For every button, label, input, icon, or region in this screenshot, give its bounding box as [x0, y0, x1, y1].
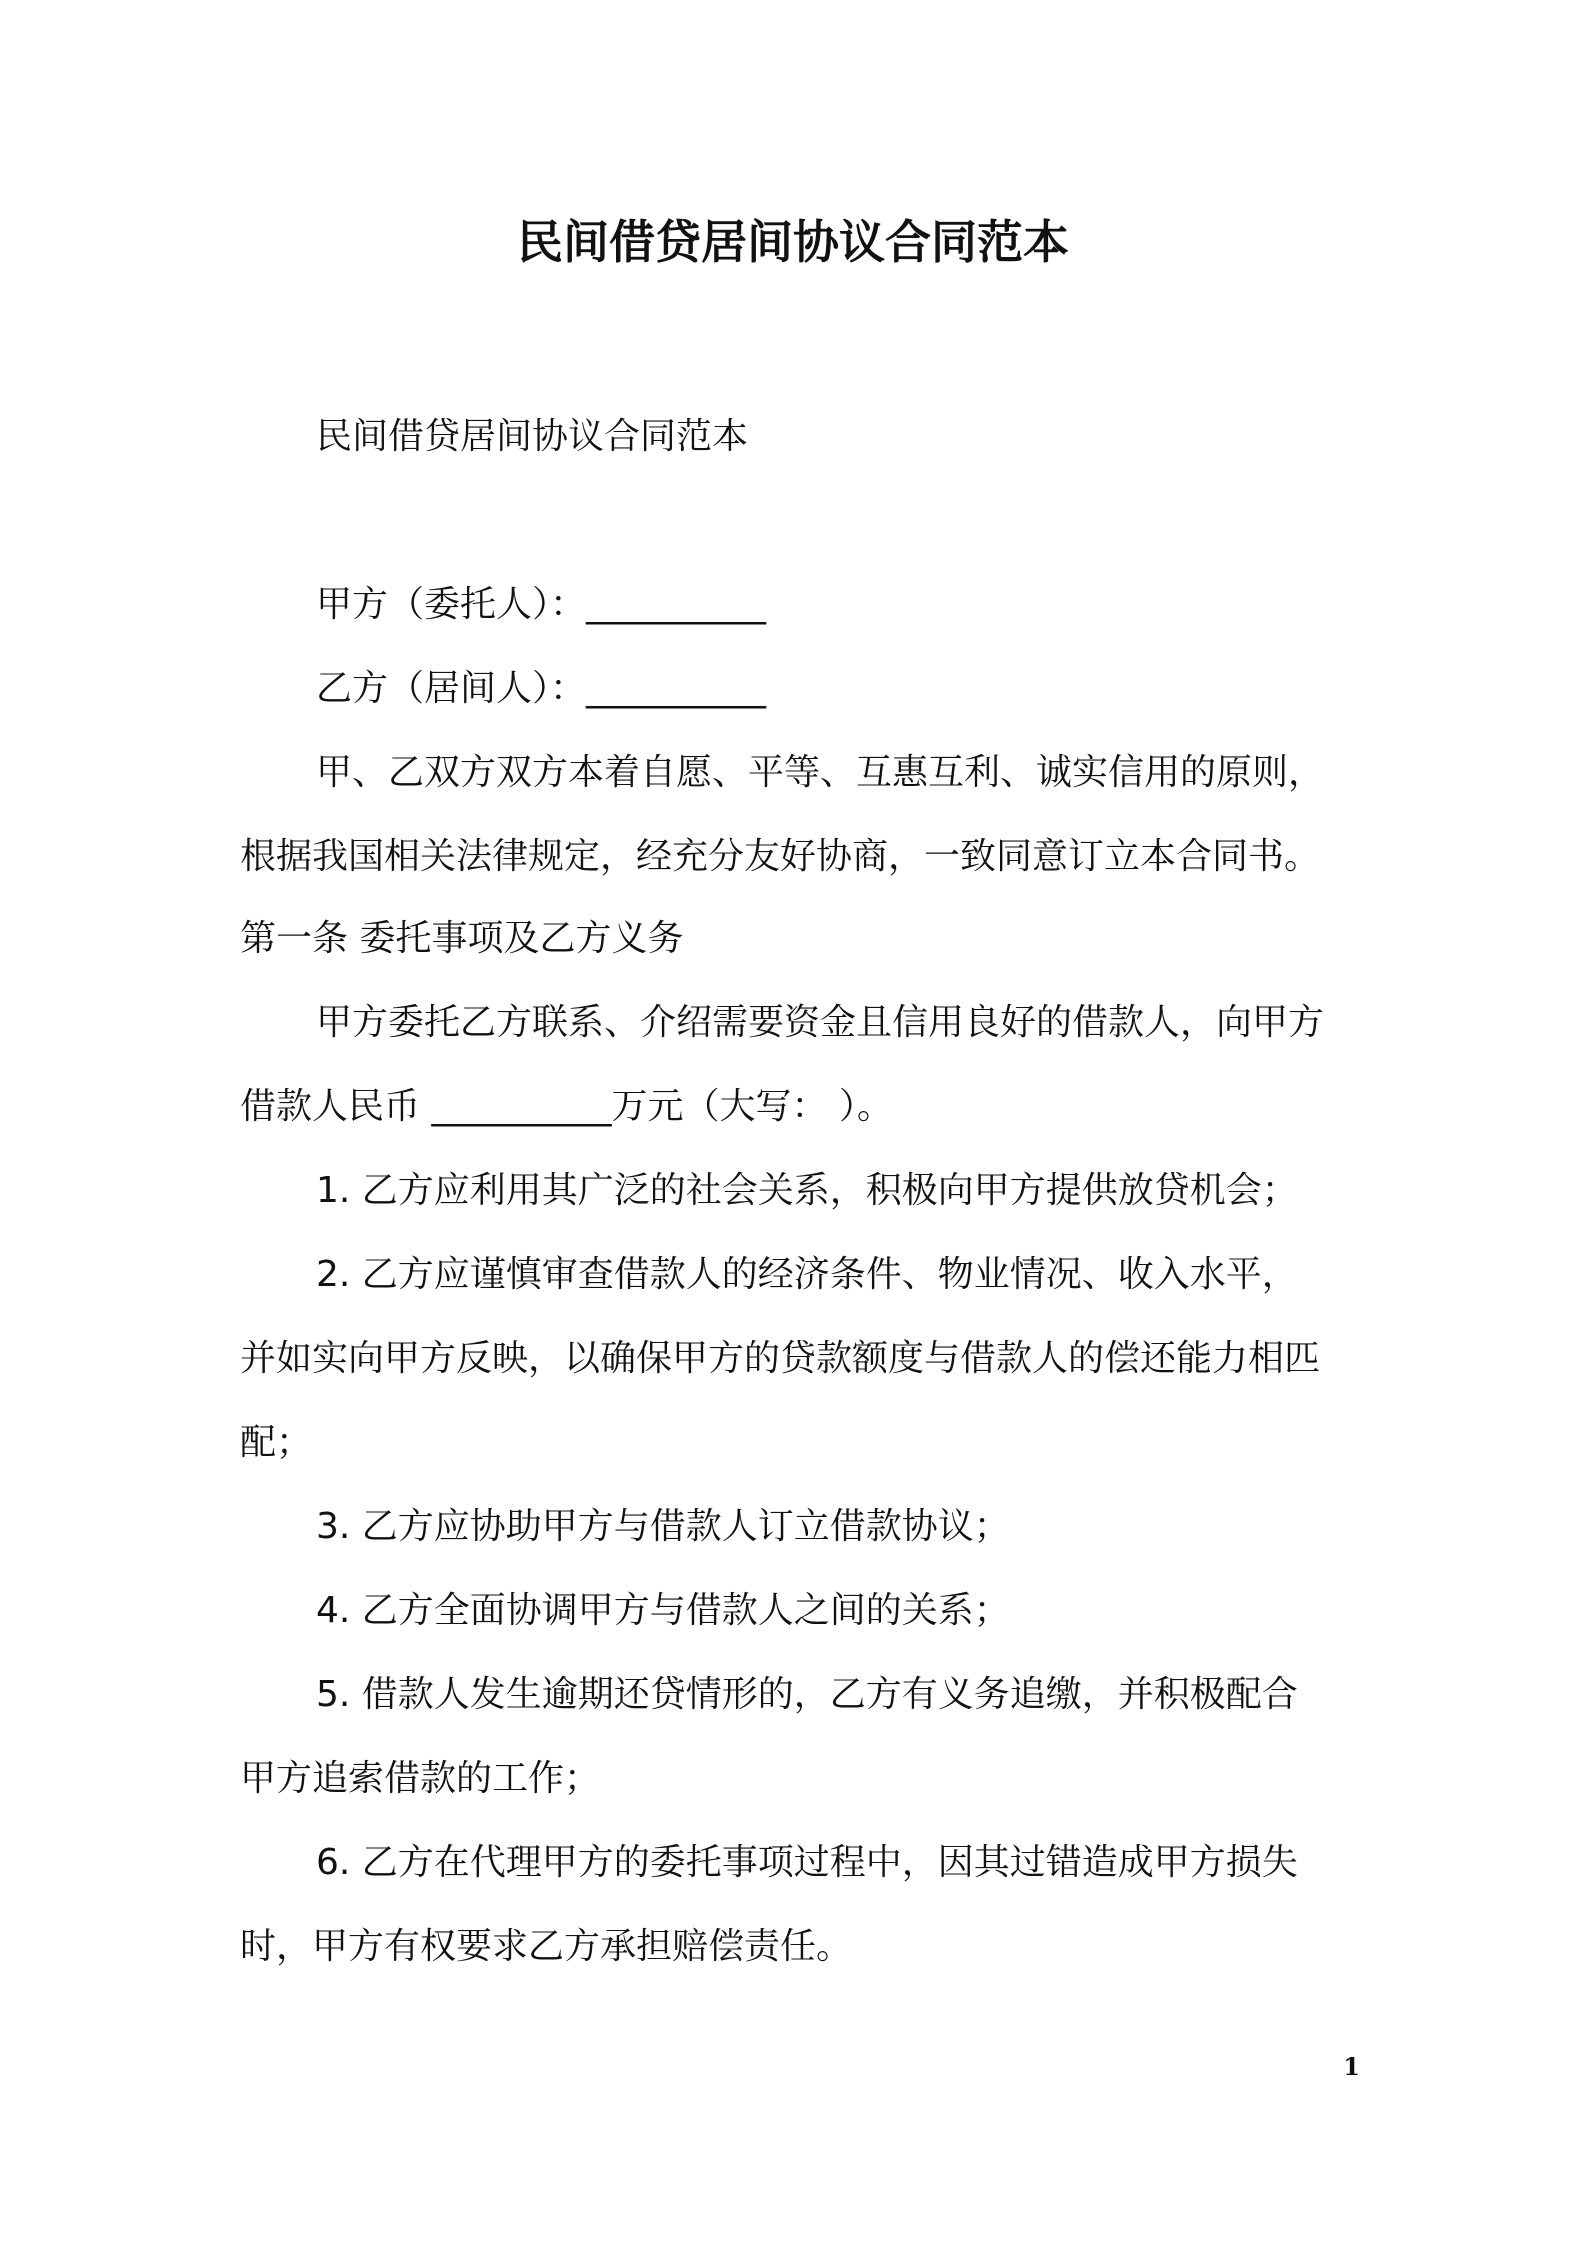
- intro-line-1: 甲、乙双方双方本着自愿、平等、互惠互利、诚实信用的原则，: [316, 752, 1325, 793]
- list-item-6-line-2: 时，甲方有权要求乙方承担赔偿责任。: [240, 1926, 853, 1967]
- document-title: 民间借贷居间协议合同范本: [517, 215, 1069, 269]
- intro-line-2: 根据我国相关法律规定，经充分友好协商，一致同意订立本合同书。: [240, 836, 1321, 877]
- list-item-2-line-3: 配；: [240, 1422, 313, 1463]
- list-item-5-line-1: 5. 借款人发生逾期还贷情形的，乙方有义务追缴，并积极配合: [316, 1674, 1298, 1715]
- list-item-1: 1. 乙方应利用其广泛的社会关系，积极向甲方提供放贷机会；: [316, 1170, 1298, 1211]
- party-a-line: 甲方（委托人）：__________: [316, 584, 767, 625]
- document-subtitle: 民间借贷居间协议合同范本: [316, 416, 749, 457]
- list-item-2-line-2: 并如实向甲方反映，以确保甲方的贷款额度与借款人的偿还能力相匹: [240, 1338, 1321, 1379]
- party-b-line: 乙方（居间人）：__________: [316, 668, 767, 709]
- article-1-line-2: 借款人民币 __________万元（大写： ）。: [240, 1086, 893, 1127]
- list-item-5-line-2: 甲方追索借款的工作；: [240, 1758, 601, 1799]
- list-item-4: 4. 乙方全面协调甲方与借款人之间的关系；: [316, 1590, 1010, 1631]
- article-1-heading: 第一条 委托事项及乙方义务: [240, 918, 684, 959]
- list-item-2-line-1: 2. 乙方应谨慎审查借款人的经济条件、物业情况、收入水平，: [316, 1254, 1298, 1295]
- list-item-3: 3. 乙方应协助甲方与借款人订立借款协议；: [316, 1506, 1010, 1547]
- article-1-line-1: 甲方委托乙方联系、介绍需要资金且信用良好的借款人，向甲方: [316, 1002, 1325, 1043]
- page-number: 1: [1343, 2052, 1360, 2081]
- list-item-6-line-1: 6. 乙方在代理甲方的委托事项过程中，因其过错造成甲方损失: [316, 1842, 1298, 1883]
